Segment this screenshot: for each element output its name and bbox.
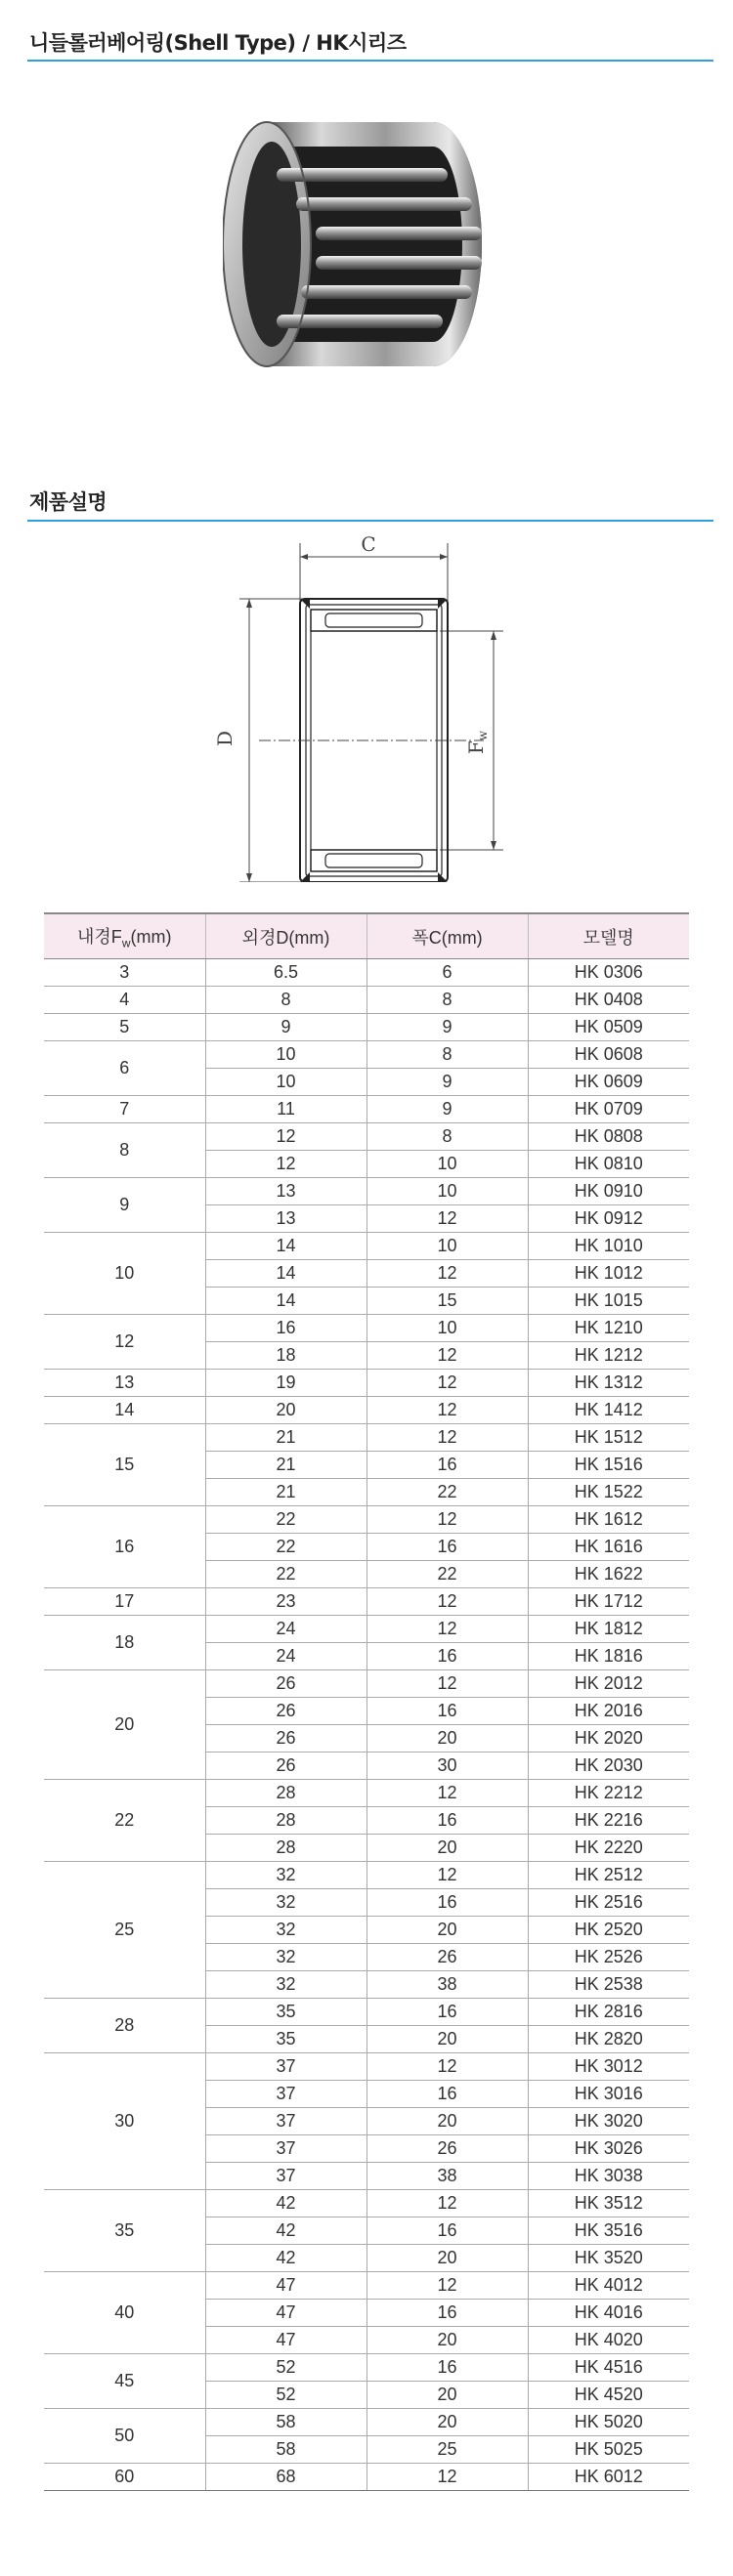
cell-model: HK 1516 xyxy=(528,1452,689,1479)
cell-width: 8 xyxy=(366,987,528,1014)
table-row xyxy=(44,1780,689,1807)
table-row xyxy=(44,2272,689,2300)
cell-model: HK 2212 xyxy=(528,1780,689,1807)
cell-outer-diameter: 32 xyxy=(205,1944,366,1971)
cell-inner-diameter: 18 xyxy=(44,1616,205,1670)
cell-model: HK 2220 xyxy=(528,1835,689,1862)
cell-model: HK 4516 xyxy=(528,2354,689,2382)
spec-table xyxy=(44,912,689,2491)
cell-outer-diameter: 47 xyxy=(205,2272,366,2300)
cell-width: 16 xyxy=(366,2354,528,2382)
cell-width: 16 xyxy=(366,1643,528,1670)
cell-width: 16 xyxy=(366,1534,528,1561)
header-inner-diameter: 내경$F_w(mm)$ xyxy=(44,913,205,959)
cell-outer-diameter: 21 xyxy=(205,1479,366,1506)
cell-width: 8 xyxy=(366,1041,528,1069)
cell-width: 12 xyxy=(366,1670,528,1698)
cell-inner-diameter: 5 xyxy=(44,1014,205,1041)
cell-width: 12 xyxy=(366,1342,528,1370)
cell-width: 10 xyxy=(366,1178,528,1205)
cell-outer-diameter: 42 xyxy=(205,2217,366,2245)
cell-model: HK 3026 xyxy=(528,2135,689,2163)
cell-model: HK 2012 xyxy=(528,1670,689,1698)
table-row xyxy=(44,2354,689,2382)
cell-outer-diameter: 58 xyxy=(205,2436,366,2464)
cell-width: 9 xyxy=(366,1069,528,1096)
cell-outer-diameter: 14 xyxy=(205,1233,366,1260)
table-row xyxy=(44,987,689,1014)
cell-width: 30 xyxy=(366,1753,528,1780)
cell-model: HK 0808 xyxy=(528,1123,689,1151)
cell-model: HK 2538 xyxy=(528,1971,689,1999)
cell-outer-diameter: 9 xyxy=(205,1014,366,1041)
cell-outer-diameter: 14 xyxy=(205,1260,366,1288)
cell-width: 9 xyxy=(366,1014,528,1041)
cell-width: 12 xyxy=(366,1862,528,1889)
cell-inner-diameter: 8 xyxy=(44,1123,205,1178)
cell-inner-diameter: 25 xyxy=(44,1862,205,1999)
cell-inner-diameter: 7 xyxy=(44,1096,205,1123)
cell-width: 6 xyxy=(366,959,528,987)
cell-width: 10 xyxy=(366,1151,528,1178)
cell-outer-diameter: 52 xyxy=(205,2382,366,2409)
description-divider xyxy=(27,520,713,522)
cell-model: HK 0910 xyxy=(528,1178,689,1205)
cell-model: HK 4012 xyxy=(528,2272,689,2300)
cell-outer-diameter: 58 xyxy=(205,2409,366,2436)
table-row xyxy=(44,2190,689,2217)
label-d: D xyxy=(213,730,237,747)
table-row xyxy=(44,959,689,987)
cell-width: 12 xyxy=(366,1506,528,1534)
cell-width: 10 xyxy=(366,1315,528,1342)
cell-model: HK 2516 xyxy=(528,1889,689,1917)
cell-model: HK 1512 xyxy=(528,1424,689,1452)
cell-outer-diameter: 42 xyxy=(205,2190,366,2217)
cell-outer-diameter: 26 xyxy=(205,1753,366,1780)
cell-model: HK 0709 xyxy=(528,1096,689,1123)
cell-outer-diameter: 26 xyxy=(205,1698,366,1725)
table-row xyxy=(44,1315,689,1342)
cell-width: 12 xyxy=(366,2464,528,2491)
table-row xyxy=(44,1397,689,1424)
cell-outer-diameter: 35 xyxy=(205,2026,366,2053)
header-outer-diameter: 외경D(mm) xyxy=(205,913,366,959)
cell-outer-diameter: 35 xyxy=(205,1999,366,2026)
cell-model: HK 3516 xyxy=(528,2217,689,2245)
cell-model: HK 0509 xyxy=(528,1014,689,1041)
cell-outer-diameter: 13 xyxy=(205,1178,366,1205)
cell-outer-diameter: 21 xyxy=(205,1424,366,1452)
table-row xyxy=(44,1123,689,1151)
cell-model: HK 3012 xyxy=(528,2053,689,2081)
cell-width: 16 xyxy=(366,2217,528,2245)
cell-model: HK 1712 xyxy=(528,1588,689,1616)
cell-width: 20 xyxy=(366,1917,528,1944)
cell-outer-diameter: 24 xyxy=(205,1616,366,1643)
header-model: 모델명 xyxy=(528,913,689,959)
cell-model: HK 1012 xyxy=(528,1260,689,1288)
cell-model: HK 1522 xyxy=(528,1479,689,1506)
label-fw: $F_w$ xyxy=(464,730,490,755)
cell-width: 20 xyxy=(366,2108,528,2135)
cell-outer-diameter: 32 xyxy=(205,1917,366,1944)
table-row xyxy=(44,1616,689,1643)
cell-outer-diameter: 19 xyxy=(205,1370,366,1397)
cell-width: 10 xyxy=(366,1233,528,1260)
cell-width: 26 xyxy=(366,2135,528,2163)
cell-inner-diameter: 20 xyxy=(44,1670,205,1780)
cell-model: HK 3520 xyxy=(528,2245,689,2272)
cell-inner-diameter: 28 xyxy=(44,1999,205,2053)
cell-inner-diameter: 3 xyxy=(44,959,205,987)
cell-outer-diameter: 13 xyxy=(205,1205,366,1233)
table-row xyxy=(44,1862,689,1889)
cell-outer-diameter: 32 xyxy=(205,1889,366,1917)
cell-width: 12 xyxy=(366,1397,528,1424)
cell-width: 16 xyxy=(366,2081,528,2108)
cell-inner-diameter: 14 xyxy=(44,1397,205,1424)
cell-inner-diameter: 4 xyxy=(44,987,205,1014)
cell-inner-diameter: 15 xyxy=(44,1424,205,1506)
cell-model: HK 0408 xyxy=(528,987,689,1014)
cell-model: HK 3512 xyxy=(528,2190,689,2217)
cell-width: 20 xyxy=(366,2327,528,2354)
table-row xyxy=(44,1096,689,1123)
cell-outer-diameter: 21 xyxy=(205,1452,366,1479)
cell-width: 12 xyxy=(366,1260,528,1288)
cell-inner-diameter: 45 xyxy=(44,2354,205,2409)
cell-model: HK 4520 xyxy=(528,2382,689,2409)
cell-outer-diameter: 37 xyxy=(205,2053,366,2081)
cell-outer-diameter: 32 xyxy=(205,1971,366,1999)
cell-width: 20 xyxy=(366,1835,528,1862)
cell-inner-diameter: 30 xyxy=(44,2053,205,2190)
cell-width: 12 xyxy=(366,1588,528,1616)
cell-outer-diameter: 47 xyxy=(205,2327,366,2354)
cell-model: HK 1015 xyxy=(528,1288,689,1315)
cell-width: 26 xyxy=(366,1944,528,1971)
table-row xyxy=(44,1041,689,1069)
cell-outer-diameter: 24 xyxy=(205,1643,366,1670)
cell-width: 20 xyxy=(366,2245,528,2272)
cell-model: HK 0609 xyxy=(528,1069,689,1096)
cell-model: HK 1010 xyxy=(528,1233,689,1260)
cell-width: 12 xyxy=(366,1424,528,1452)
cell-model: HK 2016 xyxy=(528,1698,689,1725)
product-photo xyxy=(223,107,506,391)
cell-width: 15 xyxy=(366,1288,528,1315)
title-divider xyxy=(27,60,713,62)
cell-outer-diameter: 12 xyxy=(205,1123,366,1151)
cell-width: 12 xyxy=(366,2053,528,2081)
cell-model: HK 2520 xyxy=(528,1917,689,1944)
cell-outer-diameter: 18 xyxy=(205,1342,366,1370)
cell-model: HK 2020 xyxy=(528,1725,689,1753)
cell-outer-diameter: 37 xyxy=(205,2163,366,2190)
description-title: 제품설명 xyxy=(29,490,108,514)
cell-width: 12 xyxy=(366,1780,528,1807)
cell-model: HK 4020 xyxy=(528,2327,689,2354)
cell-width: 22 xyxy=(366,1561,528,1588)
cell-outer-diameter: 28 xyxy=(205,1807,366,1835)
cell-inner-diameter: 16 xyxy=(44,1506,205,1588)
cell-inner-diameter: 17 xyxy=(44,1588,205,1616)
cell-width: 16 xyxy=(366,2300,528,2327)
cell-model: HK 2030 xyxy=(528,1753,689,1780)
cell-model: HK 0810 xyxy=(528,1151,689,1178)
cell-width: 9 xyxy=(366,1096,528,1123)
table-row xyxy=(44,1588,689,1616)
cell-width: 38 xyxy=(366,1971,528,1999)
cell-outer-diameter: 12 xyxy=(205,1151,366,1178)
table-row xyxy=(44,1178,689,1205)
cell-outer-diameter: 37 xyxy=(205,2135,366,2163)
cell-outer-diameter: 52 xyxy=(205,2354,366,2382)
cell-model: HK 3020 xyxy=(528,2108,689,2135)
table-row xyxy=(44,2464,689,2491)
header-width: 폭C(mm) xyxy=(366,913,528,959)
table-row xyxy=(44,1670,689,1698)
cell-model: HK 1616 xyxy=(528,1534,689,1561)
cell-width: 38 xyxy=(366,2163,528,2190)
cell-width: 22 xyxy=(366,1479,528,1506)
cell-model: HK 5025 xyxy=(528,2436,689,2464)
cell-model: HK 1622 xyxy=(528,1561,689,1588)
cell-outer-diameter: 14 xyxy=(205,1288,366,1315)
cell-width: 16 xyxy=(366,1999,528,2026)
cell-width: 12 xyxy=(366,2272,528,2300)
cell-width: 20 xyxy=(366,1725,528,1753)
cell-outer-diameter: 26 xyxy=(205,1670,366,1698)
cell-model: HK 0912 xyxy=(528,1205,689,1233)
cell-outer-diameter: 20 xyxy=(205,1397,366,1424)
cell-width: 20 xyxy=(366,2026,528,2053)
cell-model: HK 0608 xyxy=(528,1041,689,1069)
cell-width: 12 xyxy=(366,1616,528,1643)
cell-outer-diameter: 10 xyxy=(205,1041,366,1069)
table-row xyxy=(44,1233,689,1260)
cell-model: HK 1312 xyxy=(528,1370,689,1397)
table-row xyxy=(44,1014,689,1041)
table-row xyxy=(44,2409,689,2436)
cell-outer-diameter: 32 xyxy=(205,1862,366,1889)
cell-model: HK 2512 xyxy=(528,1862,689,1889)
table-row xyxy=(44,2053,689,2081)
cell-model: HK 4016 xyxy=(528,2300,689,2327)
table-row xyxy=(44,1370,689,1397)
cell-model: HK 2820 xyxy=(528,2026,689,2053)
cell-width: 20 xyxy=(366,2382,528,2409)
cell-model: HK 1212 xyxy=(528,1342,689,1370)
cell-outer-diameter: 28 xyxy=(205,1835,366,1862)
cell-model: HK 1412 xyxy=(528,1397,689,1424)
cell-model: HK 2216 xyxy=(528,1807,689,1835)
cell-inner-diameter: 10 xyxy=(44,1233,205,1315)
cell-model: HK 3038 xyxy=(528,2163,689,2190)
label-c: C xyxy=(361,535,376,556)
cell-outer-diameter: 22 xyxy=(205,1506,366,1534)
cell-model: HK 1210 xyxy=(528,1315,689,1342)
cell-outer-diameter: 8 xyxy=(205,987,366,1014)
cell-model: HK 1812 xyxy=(528,1616,689,1643)
bearing-section xyxy=(259,599,484,882)
cell-width: 8 xyxy=(366,1123,528,1151)
cell-outer-diameter: 42 xyxy=(205,2245,366,2272)
cell-width: 16 xyxy=(366,1807,528,1835)
cell-outer-diameter: 47 xyxy=(205,2300,366,2327)
cell-model: HK 6012 xyxy=(528,2464,689,2491)
cell-width: 20 xyxy=(366,2409,528,2436)
spec-table-body xyxy=(44,959,689,2491)
cell-outer-diameter: 10 xyxy=(205,1069,366,1096)
cell-outer-diameter: 16 xyxy=(205,1315,366,1342)
cell-outer-diameter: 23 xyxy=(205,1588,366,1616)
cell-outer-diameter: 68 xyxy=(205,2464,366,2491)
table-row xyxy=(44,1999,689,2026)
cell-outer-diameter: 26 xyxy=(205,1725,366,1753)
cell-inner-diameter: 12 xyxy=(44,1315,205,1370)
cell-model: HK 1612 xyxy=(528,1506,689,1534)
cell-model: HK 5020 xyxy=(528,2409,689,2436)
cell-width: 12 xyxy=(366,1370,528,1397)
cell-model: HK 3016 xyxy=(528,2081,689,2108)
cell-inner-diameter: 40 xyxy=(44,2272,205,2354)
cell-width: 12 xyxy=(366,2190,528,2217)
page-title: 니들롤러베어링(Shell Type) / HK시리즈 xyxy=(29,31,407,55)
cell-inner-diameter: 22 xyxy=(44,1780,205,1862)
cell-inner-diameter: 35 xyxy=(44,2190,205,2272)
cell-model: HK 2526 xyxy=(528,1944,689,1971)
cell-width: 16 xyxy=(366,1452,528,1479)
cell-outer-diameter: 6.5 xyxy=(205,959,366,987)
cell-inner-diameter: 9 xyxy=(44,1178,205,1233)
cell-width: 16 xyxy=(366,1698,528,1725)
table-row xyxy=(44,1424,689,1452)
cell-width: 12 xyxy=(366,1205,528,1233)
cell-inner-diameter: 13 xyxy=(44,1370,205,1397)
table-header-row xyxy=(44,913,689,959)
cell-outer-diameter: 11 xyxy=(205,1096,366,1123)
cell-inner-diameter: 6 xyxy=(44,1041,205,1096)
cell-inner-diameter: 50 xyxy=(44,2409,205,2464)
dimension-drawing xyxy=(200,535,533,882)
cell-outer-diameter: 22 xyxy=(205,1534,366,1561)
cell-outer-diameter: 28 xyxy=(205,1780,366,1807)
cell-width: 25 xyxy=(366,2436,528,2464)
cell-outer-diameter: 37 xyxy=(205,2108,366,2135)
cell-model: HK 1816 xyxy=(528,1643,689,1670)
cell-outer-diameter: 22 xyxy=(205,1561,366,1588)
cell-inner-diameter: 60 xyxy=(44,2464,205,2491)
table-row xyxy=(44,1506,689,1534)
cell-outer-diameter: 37 xyxy=(205,2081,366,2108)
cell-width: 16 xyxy=(366,1889,528,1917)
cell-model: HK 2816 xyxy=(528,1999,689,2026)
cell-model: HK 0306 xyxy=(528,959,689,987)
